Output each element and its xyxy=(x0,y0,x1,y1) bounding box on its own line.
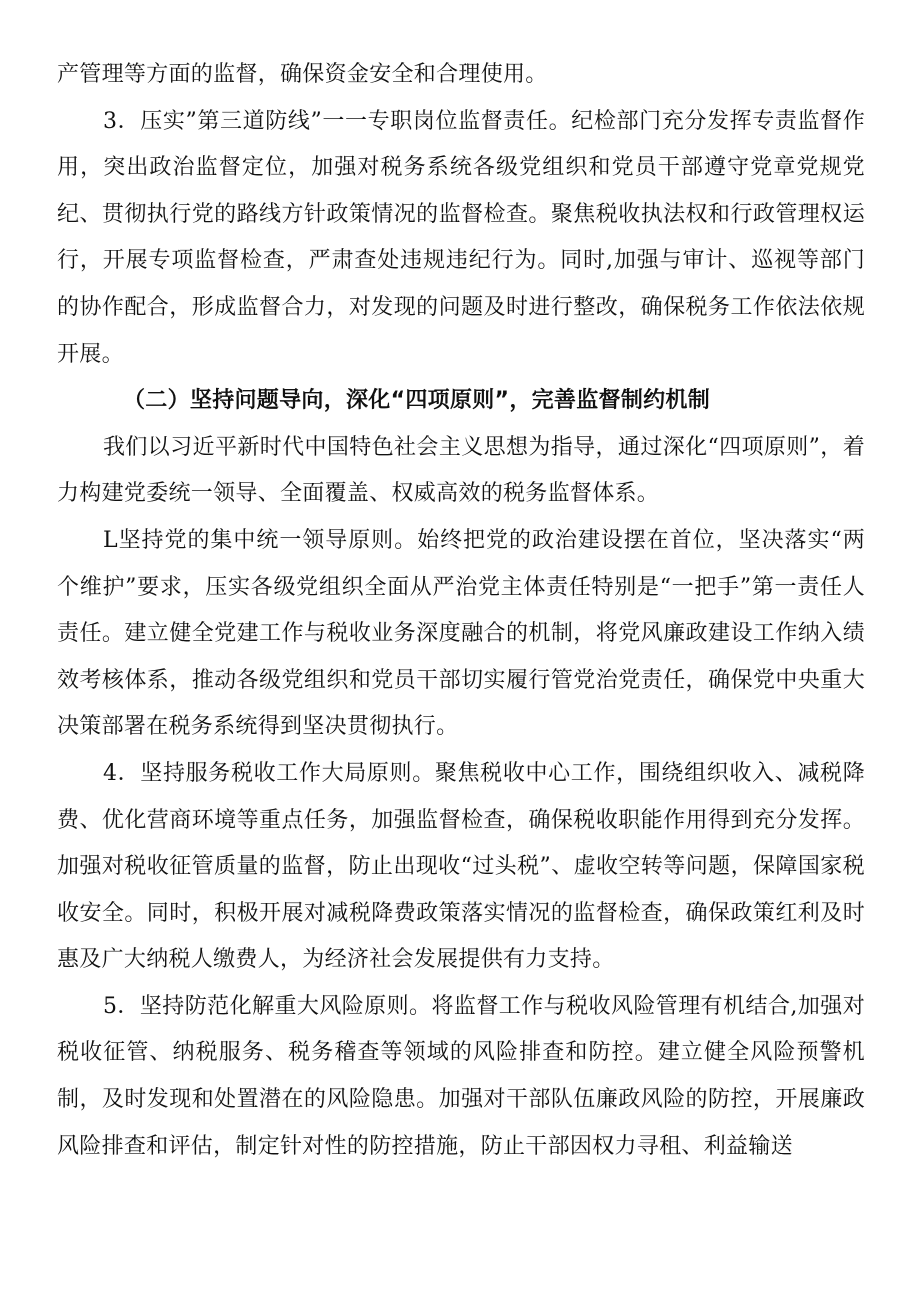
paragraph-item-l: L坚持党的集中统一领导原则。始终把党的政治建设摆在首位，坚决落实“两个维护”要求，压实各级党组织全面从严治党主体责任特别是“一把手”第一责任人责任。建立健全党建工作与税收业务深度融合的机制，将党风廉政建设工作纳入绩效考核体系，推动各级党组织和党员干部切实履行管党治党责任，确保党中央重大决策部署在税务系统得到坚决贯彻执行。 xyxy=(57,527,865,740)
paragraph-intro: 我们以习近平新时代中国特色社会主义思想为指导，通过深化“四项原则”，着力构建党委统一领导、全面覆盖、权威高效的税务监督体系。 xyxy=(57,434,865,507)
paragraph-item-5: 5．坚持防范化解重大风险原则。将监督工作与税收风险管理有机结合,加强对税收征管、纳税服务、税务稽查等领域的风险排查和防控。建立健全风险预警机制，及时发现和处置潜在的风险隐患。加强对干部队伍廉政风险的防控，开展廉政风险排查和评估，制定针对性的防控措施，防止干部因权力寻租、利益输送 xyxy=(57,993,865,1159)
paragraph-continuation: 产管理等方面的监督，确保资金安全和合理使用。 xyxy=(57,62,548,87)
document-body xyxy=(57,52,865,1170)
paragraph-item-4: 4．坚持服务税收工作大局原则。聚焦税收中心工作，围绕组织收入、减税降费、优化营商环境等重点任务，加强监督检查，确保税收职能作用得到充分发挥。加强对税收征管质量的监督，防止出现收“过头税”、虚收空转等问题，保障国家税收安全。同时，积极开展对减税降费政策落实情况的监督检查，确保政策红利及时惠及广大纳税人缴费人，为经济社会发展提供有力支持。 xyxy=(57,760,865,973)
paragraph-item-3: 3．压实”第三道防线”一一专职岗位监督责任。纪检部门充分发挥专责监督作用，突出政治监督定位，加强对税务系统各级党组织和党员干部遵守党章党规党纪、贯彻执行党的路线方针政策情况的监督检查。聚焦税收执法权和行政管理权运行，开展专项监督检查，严肃查处违规违纪行为。同时,加强与审计、巡视等部门的协作配合，形成监督合力，对发现的问题及时进行整改，确保税务工作依法依规开展。 xyxy=(57,108,865,367)
section-heading: （二）坚持问题导向，深化“四项原则”，完善监督制约机制 xyxy=(123,388,711,414)
